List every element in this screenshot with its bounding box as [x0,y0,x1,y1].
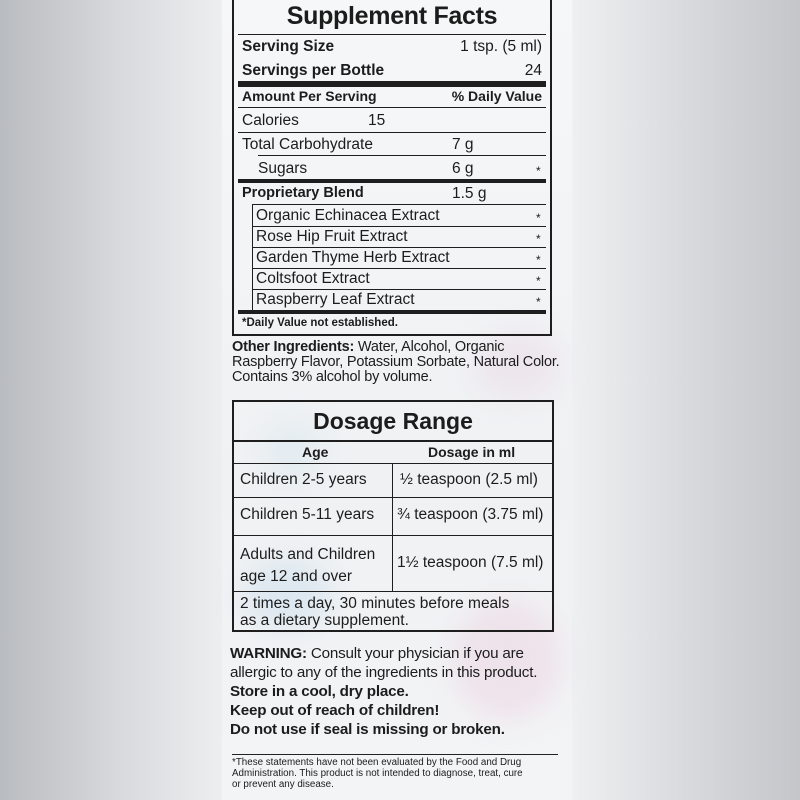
seal-warning: Do not use if seal is missing or broken. [230,721,505,738]
nutrient-amount: 7 g [452,136,474,153]
servings-value: 24 [524,62,542,79]
dosage-cell: ½ teaspoon (2.5 ml) [400,471,538,488]
blend-ingredient-name: Organic Echinacea Extract [256,207,440,224]
daily-value-asterisk: * [536,253,541,267]
disclaimer-line: Administration. This product is not intended to diagnose, treat, cure [232,768,523,779]
amount-per-serving-header: Amount Per Serving [242,88,377,104]
dosage-range-title: Dosage Range [313,408,473,434]
supplement-facts-title: Supplement Facts [286,2,498,30]
serving-size-label: Serving Size [242,38,335,55]
servings-per-bottle-row [242,62,542,80]
age-cell: Children 2-5 years [240,471,367,488]
dosage-note: 2 times a day, 30 minutes before meals [240,595,510,612]
disclaimer-line: or prevent any disease. [232,779,334,790]
divider [238,34,546,35]
dosage-cell: 1½ teaspoon (7.5 ml) [397,554,544,571]
daily-value-asterisk: * [536,274,541,288]
other-ingredients-line: Raspberry Flavor, Potassium Sorbate, Natural Color. [232,354,560,370]
column-divider [392,463,393,591]
age-cell: Children 5-11 years [240,506,375,523]
proprietary-blend-row [242,185,542,201]
divider [252,289,546,290]
dosage-range-panel [232,400,554,632]
daily-value-asterisk: * [536,295,541,309]
serving-size-row [242,38,542,56]
background-left [0,0,222,800]
dosage-column-header: Dosage in ml [428,444,516,460]
divider-thick [238,81,546,87]
blend-ingredient-name: Rose Hip Fruit Extract [256,228,408,245]
daily-value-asterisk: * [536,164,541,178]
nutrient-amount: 15 [368,112,386,129]
divider [238,107,546,108]
age-column-header: Age [302,444,329,460]
warning-label: WARNING: [230,645,307,662]
nutrient-name: Sugars [258,160,308,177]
other-ingredients-line [232,340,562,355]
warning-line: allergic to any of the ingredients in this product. [230,664,538,681]
divider [234,535,552,536]
daily-value-header: % Daily Value [451,88,542,104]
divider-thick [238,310,546,314]
daily-value-asterisk: * [536,232,541,246]
divider [252,226,546,227]
blend-ingredient-name: Garden Thyme Herb Extract [256,249,450,266]
dosage-note: as a dietary supplement. [240,612,409,629]
divider [252,268,546,269]
child-warning: Keep out of reach of children! [230,702,440,719]
warning-text: Consult your physician if you are [306,645,524,662]
blend-indent-line [252,204,253,311]
blend-ingredient-row [256,291,542,309]
age-cell: Adults and Children [240,546,376,563]
divider [234,463,552,464]
daily-value-asterisk: * [536,211,541,225]
divider [234,591,552,592]
blend-ingredient-row [256,249,542,267]
nutrient-amount: 6 g [452,160,474,177]
servings-label: Servings per Bottle [242,62,385,79]
proprietary-blend-label: Proprietary Blend [242,185,364,201]
divider [258,155,546,156]
nutrient-row [258,160,542,178]
serving-size-value: 1 tsp. (5 ml) [460,38,542,55]
other-ingredients-line: Contains 3% alcohol by volume. [232,369,433,385]
other-ingredients-label: Other Ingredients: [232,339,355,355]
daily-value-footnote: *Daily Value not established. [242,317,398,329]
fda-disclaimer [232,754,558,790]
other-ingredients-text: Water, Alcohol, Organic [354,339,505,355]
warnings [230,644,566,739]
divider [234,440,552,442]
amount-header-row [242,88,542,104]
nutrient-name: Total Carbohydrate [242,136,373,153]
background-right [572,0,800,800]
age-cell: age 12 and over [240,568,353,585]
divider [234,497,552,498]
disclaimer-line: *These statements have not been evaluated by the Food and Drug [232,757,522,768]
warning-line [230,644,566,663]
proprietary-blend-amount: 1.5 g [452,185,487,202]
other-ingredients [232,340,562,385]
nutrient-name: Calories [242,112,299,129]
nutrient-row [242,136,542,154]
storage-instruction: Store in a cool, dry place. [230,683,409,700]
divider [238,132,546,133]
blend-ingredient-row [256,207,542,225]
divider-thick [238,179,546,183]
divider [252,247,546,248]
blend-ingredient-row [256,228,542,246]
blend-ingredient-name: Raspberry Leaf Extract [256,291,415,308]
divider [252,204,546,205]
dosage-cell: ¾ teaspoon (3.75 ml) [397,506,544,523]
blend-ingredient-row [256,270,542,288]
supplement-facts-panel [232,0,552,336]
nutrient-row [242,112,542,130]
blend-ingredient-name: Coltsfoot Extract [256,270,370,287]
